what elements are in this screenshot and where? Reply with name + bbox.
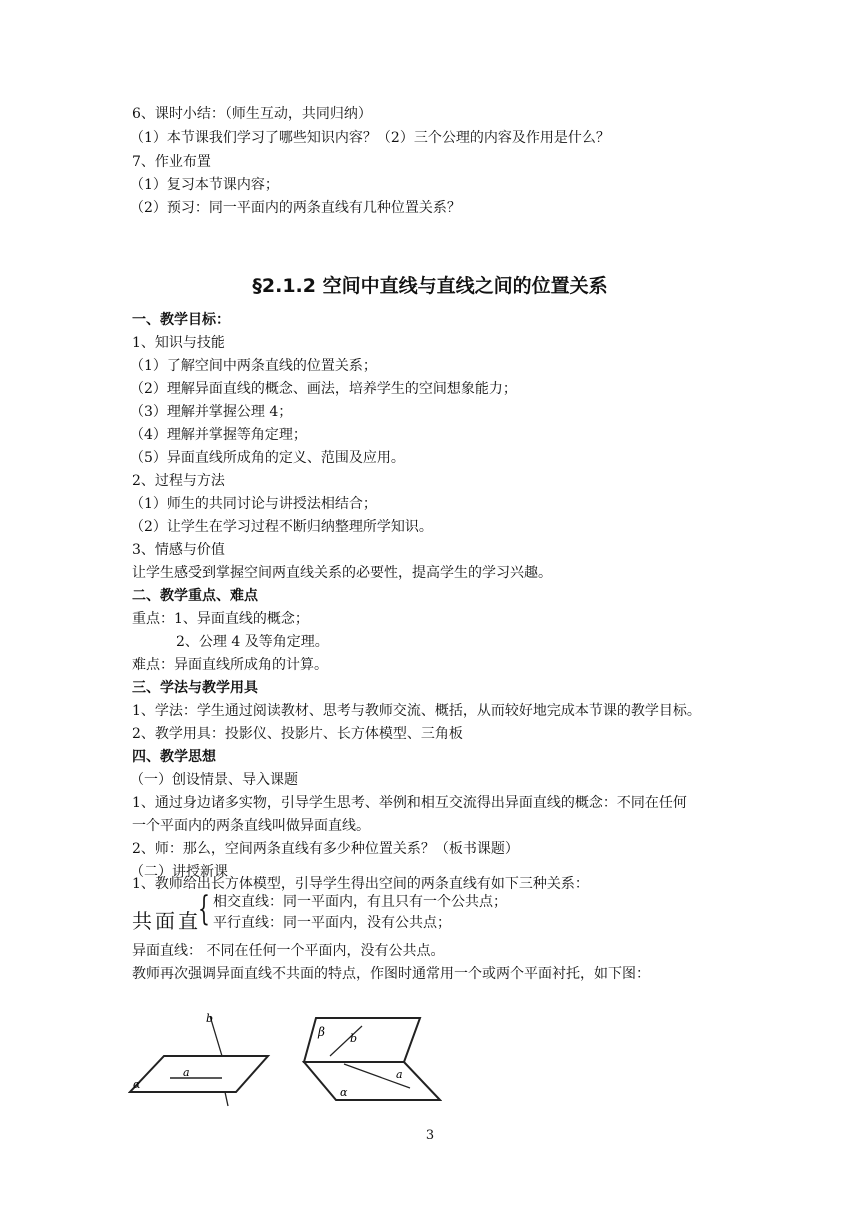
- objective-knowledge: 1、知识与技能: [132, 335, 225, 351]
- objective-item: （2）让学生在学习过程不断归纳整理所学知识。: [130, 519, 433, 535]
- summary-heading: 6、课时小结：（师生互动，共同归纳）: [132, 106, 372, 122]
- coplanar-label: 共面直: [132, 909, 201, 933]
- heading-teaching: 四、教学思想: [132, 749, 216, 765]
- paragraph: 1、教师给出长方体模型，引导学生得出空间的两条直线有如下三种关系：: [132, 876, 589, 892]
- heading-objectives: 一、教学目标：: [132, 312, 230, 328]
- paragraph: 2、师：那么，空间两条直线有多少种位置关系？（板书课题）: [132, 841, 519, 857]
- subheading-new-lesson: （二）讲授新课: [130, 864, 228, 880]
- label-alpha: α: [340, 1086, 348, 1099]
- label-beta: β: [318, 1025, 325, 1039]
- objective-item: （2）理解异面直线的概念、画法，培养学生的空间想象能力；: [130, 381, 517, 397]
- figure-skew-lines-two-planes: [300, 1006, 442, 1108]
- label-a: a: [396, 1068, 403, 1081]
- paragraph: 1、通过身边诸多实物，引导学生思考、举例和相互交流得出异面直线的概念：不同在任何: [132, 795, 687, 811]
- objective-item: （4）理解并掌握等角定理；: [130, 427, 307, 443]
- key-point-1: 重点：1、异面直线的概念；: [132, 611, 309, 627]
- brace-icon: {: [198, 889, 210, 929]
- paragraph: 一个平面内的两条直线叫做异面直线。: [132, 818, 370, 834]
- skew-lines: 异面直线： 不同在任何一个平面内，没有公共点。: [132, 943, 445, 959]
- homework-item-1: （1）复习本节课内容；: [130, 177, 279, 193]
- figure-skew-lines-one-plane: [128, 1006, 276, 1108]
- objective-process: 2、过程与方法: [132, 473, 225, 489]
- section-title: §2.1.2 空间中直线与直线之间的位置关系: [252, 275, 608, 297]
- parallel-lines: 平行直线：同一平面内，没有公共点；: [213, 915, 451, 931]
- heading-methods: 三、学法与教学用具: [132, 680, 258, 696]
- objective-item: （1）师生的共同讨论与讲授法相结合；: [130, 496, 377, 512]
- objective-item: （5）异面直线所成角的定义、范围及应用。: [130, 450, 405, 466]
- paragraph: 教师再次强调异面直线不共面的特点，作图时通常用一个或两个平面衬托，如下图：: [132, 966, 650, 982]
- subheading-intro: （一）创设情景、导入课题: [130, 772, 298, 788]
- objective-item: 让学生感受到掌握空间两直线关系的必要性，提高学生的学习兴趣。: [132, 565, 552, 581]
- intersecting-lines: 相交直线：同一平面内，有且只有一个公共点；: [213, 894, 507, 910]
- objective-item: （3）理解并掌握公理 4；: [130, 404, 293, 420]
- homework-item-2: （2）预习：同一平面内的两条直线有几种位置关系？: [130, 200, 461, 216]
- objective-item: （1）了解空间中两条直线的位置关系；: [130, 358, 377, 374]
- summary-questions: （1）本节课我们学习了哪些知识内容？（2）三个公理的内容及作用是什么？: [130, 130, 610, 146]
- heading-key-points: 二、教学重点、难点: [132, 588, 258, 604]
- objective-emotion: 3、情感与价值: [132, 542, 225, 558]
- label-b: b: [350, 1032, 358, 1045]
- label-alpha: α: [133, 1078, 141, 1091]
- homework-heading: 7、作业布置: [132, 154, 211, 170]
- relation-brace-group: [132, 889, 732, 933]
- label-a: a: [183, 1066, 190, 1079]
- method-learning: 1、学法：学生通过阅读教材、思考与教师交流、概括，从而较好地完成本节课的教学目标。: [132, 703, 701, 719]
- page-number: 3: [425, 1128, 435, 1143]
- method-tools: 2、教学用具：投影仪、投影片、长方体模型、三角板: [132, 726, 463, 742]
- label-b: b: [206, 1012, 214, 1025]
- key-point-2: 2、公理 4 及等角定理。: [176, 634, 329, 650]
- difficulty: 难点：异面直线所成角的计算。: [132, 657, 328, 673]
